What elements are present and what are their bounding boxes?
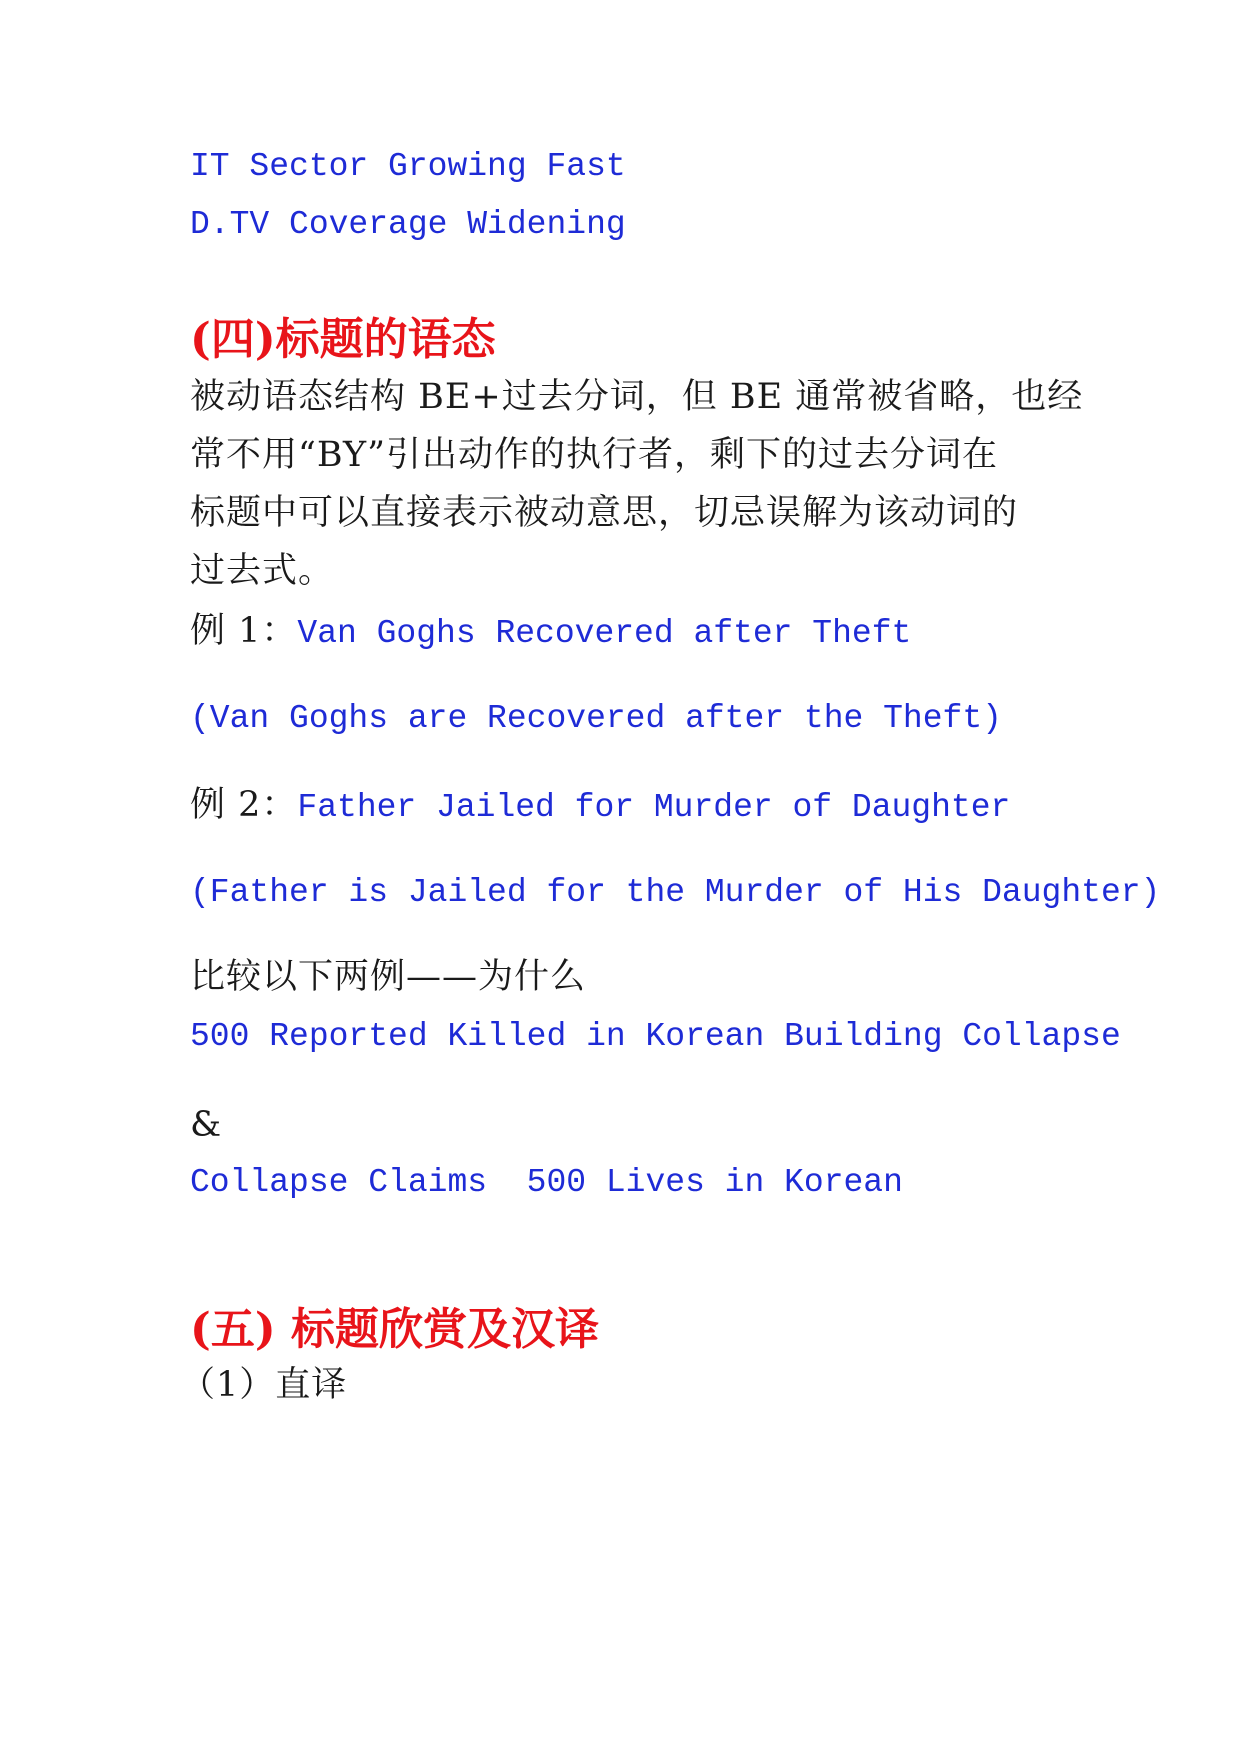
example-expanded: (Van Goghs are Recovered after the Theft) bbox=[190, 700, 1002, 737]
example-1 bbox=[190, 611, 912, 652]
example-headline: Father Jailed for Murder of Daughter bbox=[297, 789, 1011, 826]
compare-prompt: 比较以下两例——为什么 bbox=[190, 957, 587, 997]
section-heading-voice: (四)标题的语态 bbox=[190, 314, 496, 365]
example-2 bbox=[190, 785, 1011, 826]
example-headline: Van Goghs Recovered after Theft bbox=[297, 615, 912, 652]
compare-headline-a: 500 Reported Killed in Korean Building Collapse bbox=[190, 1018, 1121, 1055]
ampersand: & bbox=[190, 1105, 223, 1145]
example-label: 例 2： bbox=[190, 785, 298, 825]
paragraph-line: 常不用“BY”引出动作的执行者，剩下的过去分词在 bbox=[190, 435, 998, 475]
section-heading-appreciation: (五) 标题欣赏及汉译 bbox=[190, 1304, 599, 1355]
example-expanded: (Father is Jailed for the Murder of His Daughter) bbox=[190, 874, 1161, 911]
paragraph-line: 标题中可以直接表示被动意思，切忌误解为该动词的 bbox=[190, 493, 1019, 533]
example-label: 例 1： bbox=[190, 611, 298, 651]
compare-headline-b: Collapse Claims 500 Lives in Korean bbox=[190, 1164, 903, 1201]
paragraph-line: 被动语态结构 BE+过去分词，但 BE 通常被省略，也经 bbox=[190, 377, 1084, 417]
list-item: D.TV Coverage Widening bbox=[190, 206, 626, 243]
sub-item-literal-translation: （1）直译 bbox=[180, 1365, 348, 1405]
list-item: IT Sector Growing Fast bbox=[190, 148, 626, 185]
paragraph-line: 过去式。 bbox=[190, 551, 335, 591]
